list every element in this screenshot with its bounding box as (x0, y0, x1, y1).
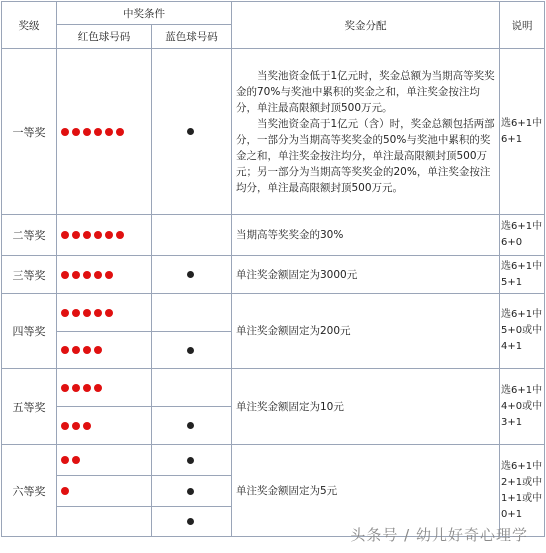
blue-balls (152, 256, 232, 294)
red-ball-icon (94, 231, 102, 239)
prize-table (1, 1, 545, 537)
red-ball-icon (61, 384, 69, 392)
red-balls (57, 49, 152, 215)
blue-balls (152, 407, 232, 445)
blue-balls (152, 332, 232, 369)
red-ball-icon (83, 422, 91, 430)
prize-row-fourth-a (2, 294, 545, 332)
prize-row-first (2, 49, 545, 215)
blue-ball-icon (187, 128, 194, 135)
header-red: 红色球号码 (57, 25, 152, 49)
level-fourth: 四等奖 (2, 294, 57, 369)
level-third: 三等奖 (2, 256, 57, 294)
level-fifth: 五等奖 (2, 369, 57, 445)
red-ball-icon (83, 384, 91, 392)
header-allocation: 奖金分配 (232, 2, 500, 49)
red-ball-icon (72, 422, 80, 430)
allocation-second: 当期高等奖奖金的30% (232, 215, 500, 256)
red-ball-icon (83, 271, 91, 279)
red-ball-icon (94, 346, 102, 354)
allocation-sixth: 单注奖金额固定为5元 (232, 445, 500, 537)
blue-balls (152, 215, 232, 256)
red-ball-icon (105, 271, 113, 279)
blue-balls (152, 49, 232, 215)
allocation-third: 单注奖金额固定为3000元 (232, 256, 500, 294)
blue-ball-icon (187, 271, 194, 278)
blue-ball-icon (187, 422, 194, 429)
watermark: 头条号 / 幼儿好奇心理学 (350, 526, 528, 544)
red-ball-icon (94, 128, 102, 136)
blue-ball-icon (187, 518, 194, 525)
red-balls (57, 215, 152, 256)
red-ball-icon (72, 456, 80, 464)
red-ball-icon (72, 128, 80, 136)
red-ball-icon (94, 271, 102, 279)
note-fifth: 选6+1中4+0或中3+1 (500, 369, 545, 445)
red-balls (57, 332, 152, 369)
red-ball-icon (61, 128, 69, 136)
red-ball-icon (72, 384, 80, 392)
red-ball-icon (83, 346, 91, 354)
allocation-first-paragraph-2: 当奖池资金高于1亿元（含）时，奖金总额包括两部分，一部分为当期高等奖奖金的50%与奖池中累积的奖金之和，单注奖金按注均分，单注最高限额封顶500万元；另一部分为当期高等奖奖金的20%，单注奖金按注均分，单注最高限额封顶500万元。 (236, 117, 495, 194)
header-note: 说明 (500, 2, 545, 49)
note-sixth: 选6+1中2+1或中1+1或中0+1 (500, 445, 545, 537)
red-ball-icon (105, 309, 113, 317)
red-balls (57, 369, 152, 407)
allocation-fifth: 单注奖金额固定为10元 (232, 369, 500, 445)
red-ball-icon (72, 231, 80, 239)
prize-row-third (2, 256, 545, 294)
blue-balls (152, 369, 232, 407)
red-balls (57, 294, 152, 332)
red-ball-icon (94, 309, 102, 317)
red-ball-icon (72, 346, 80, 354)
level-sixth: 六等奖 (2, 445, 57, 537)
level-first: 一等奖 (2, 49, 57, 215)
red-ball-icon (72, 309, 80, 317)
red-ball-icon (72, 271, 80, 279)
red-balls (57, 507, 152, 537)
header-condition: 中奖条件 (57, 2, 232, 25)
red-ball-icon (61, 456, 69, 464)
red-balls (57, 476, 152, 507)
prize-row-fifth-a (2, 369, 545, 407)
red-ball-icon (61, 346, 69, 354)
blue-ball-icon (187, 457, 194, 464)
red-balls (57, 445, 152, 476)
red-balls (57, 407, 152, 445)
blue-balls (152, 507, 232, 537)
note-third: 选6+1中5+1 (500, 256, 545, 294)
allocation-first-paragraph-1: 当奖池资金低于1亿元时，奖金总额为当期高等奖奖金的70%与奖池中累积的奖金之和，单注奖金按注均分，单注最高限额封顶500万元。 (236, 69, 495, 114)
red-ball-icon (61, 422, 69, 430)
red-ball-icon (116, 231, 124, 239)
level-second: 二等奖 (2, 215, 57, 256)
prize-row-sixth-a (2, 445, 545, 476)
blue-balls (152, 476, 232, 507)
red-ball-icon (61, 309, 69, 317)
note-second: 选6+1中6+0 (500, 215, 545, 256)
header-blue: 蓝色球号码 (152, 25, 232, 49)
blue-ball-icon (187, 488, 194, 495)
prize-row-second (2, 215, 545, 256)
allocation-fourth: 单注奖金额固定为200元 (232, 294, 500, 369)
red-ball-icon (105, 231, 113, 239)
blue-balls (152, 445, 232, 476)
allocation-first (232, 49, 500, 215)
red-ball-icon (94, 384, 102, 392)
red-ball-icon (83, 309, 91, 317)
red-ball-icon (83, 231, 91, 239)
blue-ball-icon (187, 347, 194, 354)
red-balls (57, 256, 152, 294)
header-level: 奖级 (2, 2, 57, 49)
red-ball-icon (61, 271, 69, 279)
header-row-1 (2, 2, 545, 25)
red-ball-icon (61, 231, 69, 239)
red-ball-icon (83, 128, 91, 136)
blue-balls (152, 294, 232, 332)
note-first: 选6+1中6+1 (500, 49, 545, 215)
red-ball-icon (105, 128, 113, 136)
note-fourth: 选6+1中5+0或中4+1 (500, 294, 545, 369)
red-ball-icon (116, 128, 124, 136)
red-ball-icon (61, 487, 69, 495)
